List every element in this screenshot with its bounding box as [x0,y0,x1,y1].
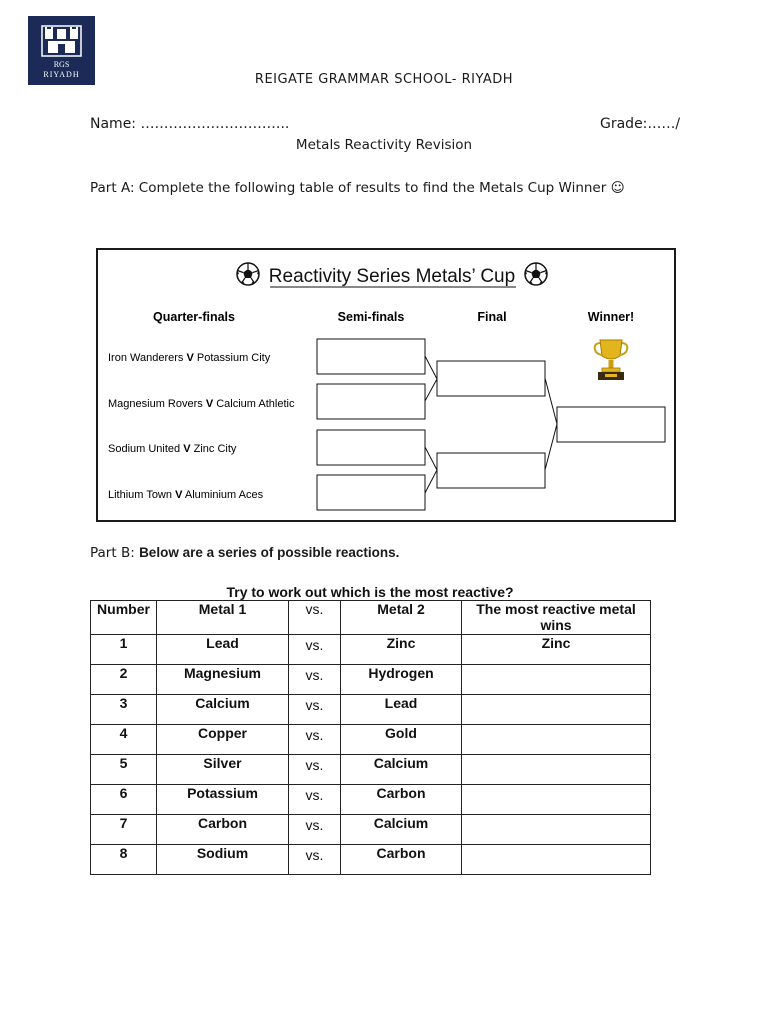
row-vs: vs. [289,785,341,815]
table-row [91,845,651,875]
row-number: 6 [91,785,157,815]
row-vs: vs. [289,695,341,725]
final-box-2[interactable] [437,453,545,488]
header-metal-1: Metal 1 [157,601,289,635]
final-box-1[interactable] [437,361,545,396]
metals-cup-bracket [96,248,676,522]
part-b-instruction [90,545,399,561]
row-metal-2: Lead [341,695,462,725]
reactions-table [90,600,651,875]
match-3: Sodium United V Zinc City [108,443,237,455]
row-vs: vs. [289,635,341,665]
worksheet-title: Metals Reactivity Revision [295,137,473,153]
trophy-icon [595,340,628,380]
table-row [91,815,651,845]
grade-field[interactable]: Grade:……/ [600,116,681,132]
bracket-connector [545,378,557,470]
row-vs: vs. [289,755,341,785]
row-metal-2: Calcium [341,755,462,785]
row-metal-2: Calcium [341,815,462,845]
row-metal-1: Silver [157,755,289,785]
semi-final-box-4[interactable] [317,475,425,510]
row-answer[interactable] [462,695,651,725]
row-answer[interactable]: Zinc [462,635,651,665]
row-answer[interactable] [462,665,651,695]
row-metal-2: Gold [341,725,462,755]
row-metal-1: Sodium [157,845,289,875]
row-metal-2: Carbon [341,785,462,815]
row-vs: vs. [289,845,341,875]
row-number: 8 [91,845,157,875]
part-b-label: Part B: [90,545,135,561]
header-vs: vs. [289,601,341,635]
school-name: REIGATE GRAMMAR SCHOOL- RIYADH [254,72,514,87]
row-answer[interactable] [462,725,651,755]
bracket-connector [425,447,437,493]
row-metal-2: Carbon [341,845,462,875]
name-field[interactable]: Name: ………………………….. [90,116,290,132]
row-vs: vs. [289,725,341,755]
row-number: 4 [91,725,157,755]
soccer-ball-icon [237,263,259,285]
table-row [91,725,651,755]
row-vs: vs. [289,815,341,845]
bracket-title: Reactivity Series Metals’ Cup [268,266,516,287]
header-most-reactive: The most reactive metal wins [462,601,651,635]
row-vs: vs. [289,665,341,695]
logo-text: RGS [53,60,70,69]
row-metal-2: Hydrogen [341,665,462,695]
column-semi-finals: Semi-finals [337,310,405,324]
match-1: Iron Wanderers V Potassium City [108,352,271,364]
table-row [91,755,651,785]
match-2: Magnesium Rovers V Calcium Athletic [108,398,295,410]
row-answer[interactable] [462,785,651,815]
row-metal-1: Copper [157,725,289,755]
row-metal-2: Zinc [341,635,462,665]
column-quarter-finals: Quarter-finals [153,310,235,324]
header-number: Number [91,601,157,635]
part-b-text: Below are a series of possible reactions. [139,545,400,560]
part-a-instruction: Part A: Complete the following table of results to find the Metals Cup Winner ☺ [90,180,625,196]
logo-subtext: RIYADH [43,70,80,79]
row-answer[interactable] [462,845,651,875]
semi-final-box-1[interactable] [317,339,425,374]
row-answer[interactable] [462,755,651,785]
row-number: 2 [91,665,157,695]
column-winner: Winner! [587,310,635,324]
semi-final-box-2[interactable] [317,384,425,419]
table-row [91,695,651,725]
row-number: 3 [91,695,157,725]
bracket-connector [425,356,437,401]
row-metal-1: Carbon [157,815,289,845]
table-header-row [91,601,651,635]
row-metal-1: Lead [157,635,289,665]
soccer-ball-icon [525,263,547,285]
semi-final-box-3[interactable] [317,430,425,465]
row-number: 1 [91,635,157,665]
row-metal-1: Magnesium [157,665,289,695]
header-metal-2: Metal 2 [341,601,462,635]
table-row [91,785,651,815]
row-metal-1: Calcium [157,695,289,725]
table-caption: Try to work out which is the most reactive? [226,584,514,600]
row-number: 5 [91,755,157,785]
match-4: Lithium Town V Aluminium Aces [108,489,264,501]
column-final: Final [477,310,507,324]
table-row [91,635,651,665]
table-row [91,665,651,695]
row-metal-1: Potassium [157,785,289,815]
row-number: 7 [91,815,157,845]
row-answer[interactable] [462,815,651,845]
winner-box[interactable] [557,407,665,442]
